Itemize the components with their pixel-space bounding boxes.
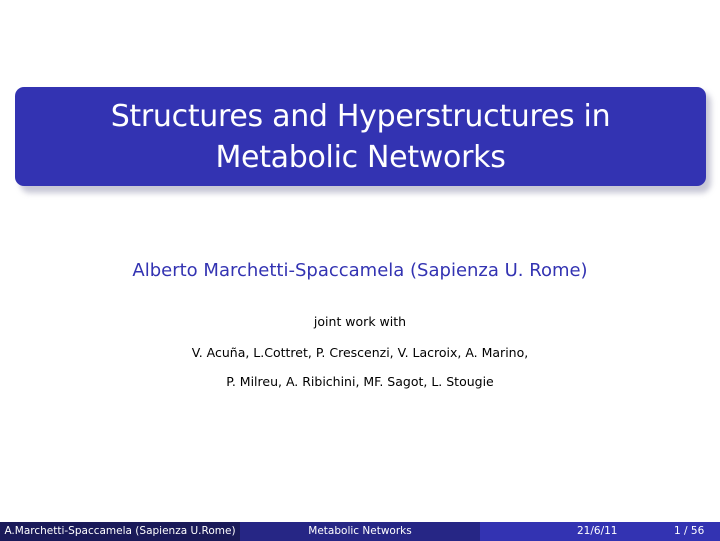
footer-bar xyxy=(0,522,720,541)
coauthors-line-1: V. Acuña, L.Cottret, P. Crescenzi, V. Lacroix, A. Marino, xyxy=(191,345,529,360)
title-line-2: Metabolic Networks xyxy=(215,139,506,175)
title-line-1: Structures and Hyperstructures in xyxy=(110,98,611,134)
footer-page-number: 1 / 56 xyxy=(674,525,705,537)
footer-date: 21/6/11 xyxy=(577,525,618,537)
title-box xyxy=(15,87,706,186)
presenter-name: Alberto Marchetti-Spaccamela (Sapienza U. Rome) xyxy=(132,260,588,281)
footer-info xyxy=(480,522,720,541)
coauthors-line-2: P. Milreu, A. Ribichini, MF. Sagot, L. Stougie xyxy=(226,374,494,389)
joint-work-label: joint work with xyxy=(313,314,407,329)
footer-author: A.Marchetti-Spaccamela (Sapienza U.Rome) xyxy=(0,522,240,541)
footer-short-title: Metabolic Networks xyxy=(240,522,480,541)
